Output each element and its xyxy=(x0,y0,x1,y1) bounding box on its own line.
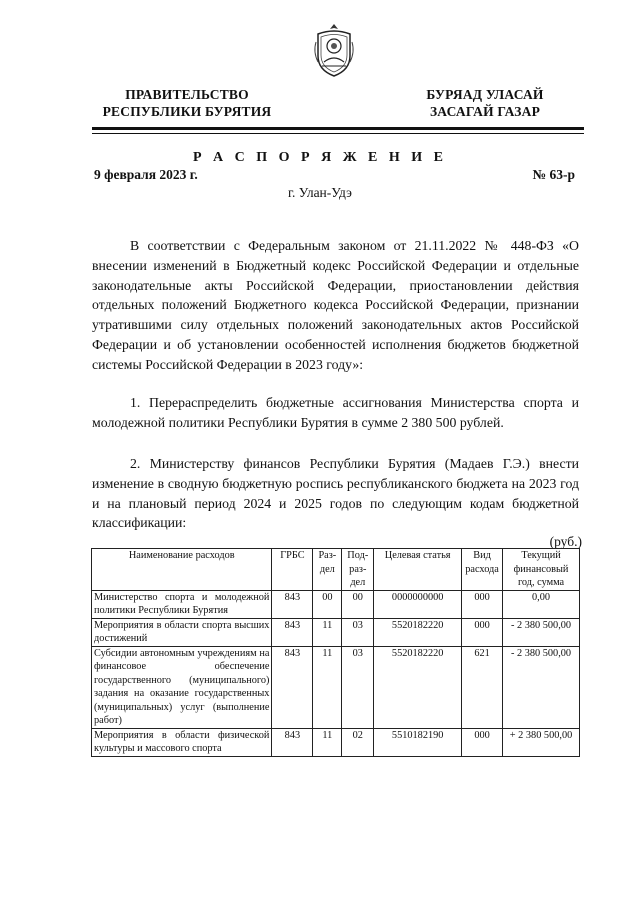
table-row xyxy=(92,618,580,646)
col-header-razdel: Раз-дел xyxy=(313,549,342,591)
row-sum: 0,00 xyxy=(503,590,580,618)
row-target-article: 0000000000 xyxy=(374,590,462,618)
row-grbs: 843 xyxy=(272,618,313,646)
col-header-expense-type: Вид расхода xyxy=(462,549,503,591)
row-expense-type: 000 xyxy=(462,590,503,618)
row-target-article: 5520182220 xyxy=(374,646,462,728)
col-header-grbs: ГРБС xyxy=(272,549,313,591)
budget-table xyxy=(91,548,580,757)
row-expense-type: 000 xyxy=(462,618,503,646)
row-razdel: 11 xyxy=(313,618,342,646)
row-target-article: 5510182190 xyxy=(374,728,462,756)
item-2-paragraph: 2. Министерству финансов Республики Бурятия (Мадаев Г.Э.) внести изменение в сводную бюджетную роспись республиканского бюджета на 2023 год и на плановый период 2024 и 2025 годов по следующим кодам бюджетной классификации: xyxy=(92,456,579,531)
row-name: Мероприятия в области физической культуры и массового спорта xyxy=(92,728,272,756)
table-header-row xyxy=(92,549,580,591)
header-divider-thin xyxy=(92,133,584,134)
row-expense-type: 621 xyxy=(462,646,503,728)
row-name: Министерство спорта и молодежной политики Республики Бурятия xyxy=(92,590,272,618)
header-divider-thick xyxy=(92,127,584,130)
row-podrazdel: 00 xyxy=(342,590,374,618)
row-sum: + 2 380 500,00 xyxy=(503,728,580,756)
row-podrazdel: 02 xyxy=(342,728,374,756)
row-sum: - 2 380 500,00 xyxy=(503,646,580,728)
coat-of-arms-icon xyxy=(312,22,356,78)
col-header-name: Наименование расходов xyxy=(92,549,272,591)
table-row xyxy=(92,646,580,728)
col-header-target-article: Целевая статья xyxy=(374,549,462,591)
row-grbs: 843 xyxy=(272,590,313,618)
row-sum: - 2 380 500,00 xyxy=(503,618,580,646)
government-header-ru xyxy=(82,86,292,120)
row-expense-type: 000 xyxy=(462,728,503,756)
row-podrazdel: 03 xyxy=(342,618,374,646)
document-city: г. Улан-Удэ xyxy=(288,185,352,200)
col-header-sum: Текущий финансовый год, сумма xyxy=(503,549,580,591)
header-right-line-2: ЗАСАГАЙ ГАЗАР xyxy=(429,104,541,119)
row-target-article: 5520182220 xyxy=(374,618,462,646)
header-left-line-2: РЕСПУБЛИКИ БУРЯТИЯ xyxy=(102,104,272,119)
document-number: № 63-р xyxy=(532,167,575,182)
document-date: 9 февраля 2023 г. xyxy=(94,167,198,182)
item-1-paragraph: 1. Перераспределить бюджетные ассигнования Министерства спорта и молодежной политики Республики Бурятия в сумме 2 380 500 рублей. xyxy=(92,395,579,430)
row-razdel: 11 xyxy=(313,646,342,728)
government-header-bua xyxy=(400,86,570,120)
table-unit: (руб.) xyxy=(549,534,582,549)
row-grbs: 843 xyxy=(272,646,313,728)
row-razdel: 11 xyxy=(313,728,342,756)
row-name: Мероприятия в области спорта высших достижений xyxy=(92,618,272,646)
table-row xyxy=(92,728,580,756)
intro-paragraph: В соответствии с Федеральным законом от 21.11.2022 № 448-ФЗ «О внесении изменений в Бюджетный кодекс Российской Федерации и отдельные законодательные акты Российской Федерации, приостановлении действия отдельных положений Бюджетного кодекса Российской Федерации, признании утратившими силу отдельных положений законодательных актов Российской Федерации и об установлении особенностей исполнения бюджетов бюджетной системы Российской Федерации в 2023 году»: xyxy=(92,238,579,372)
row-podrazdel: 03 xyxy=(342,646,374,728)
row-razdel: 00 xyxy=(313,590,342,618)
col-header-podrazdel: Под-раз-дел xyxy=(342,549,374,591)
header-left-line-1: ПРАВИТЕЛЬСТВО xyxy=(125,87,249,102)
header-right-line-1: БУРЯАД УЛАСАЙ xyxy=(426,87,544,102)
row-grbs: 843 xyxy=(272,728,313,756)
document-title: Р А С П О Р Я Ж Е Н И Е xyxy=(192,150,447,165)
table-row xyxy=(92,590,580,618)
row-name: Субсидии автономным учреждениям на финансовое обеспечение государственного (муниципального) задания на оказание государственных (муниципальных) услуг (выполнение работ) xyxy=(92,646,272,728)
